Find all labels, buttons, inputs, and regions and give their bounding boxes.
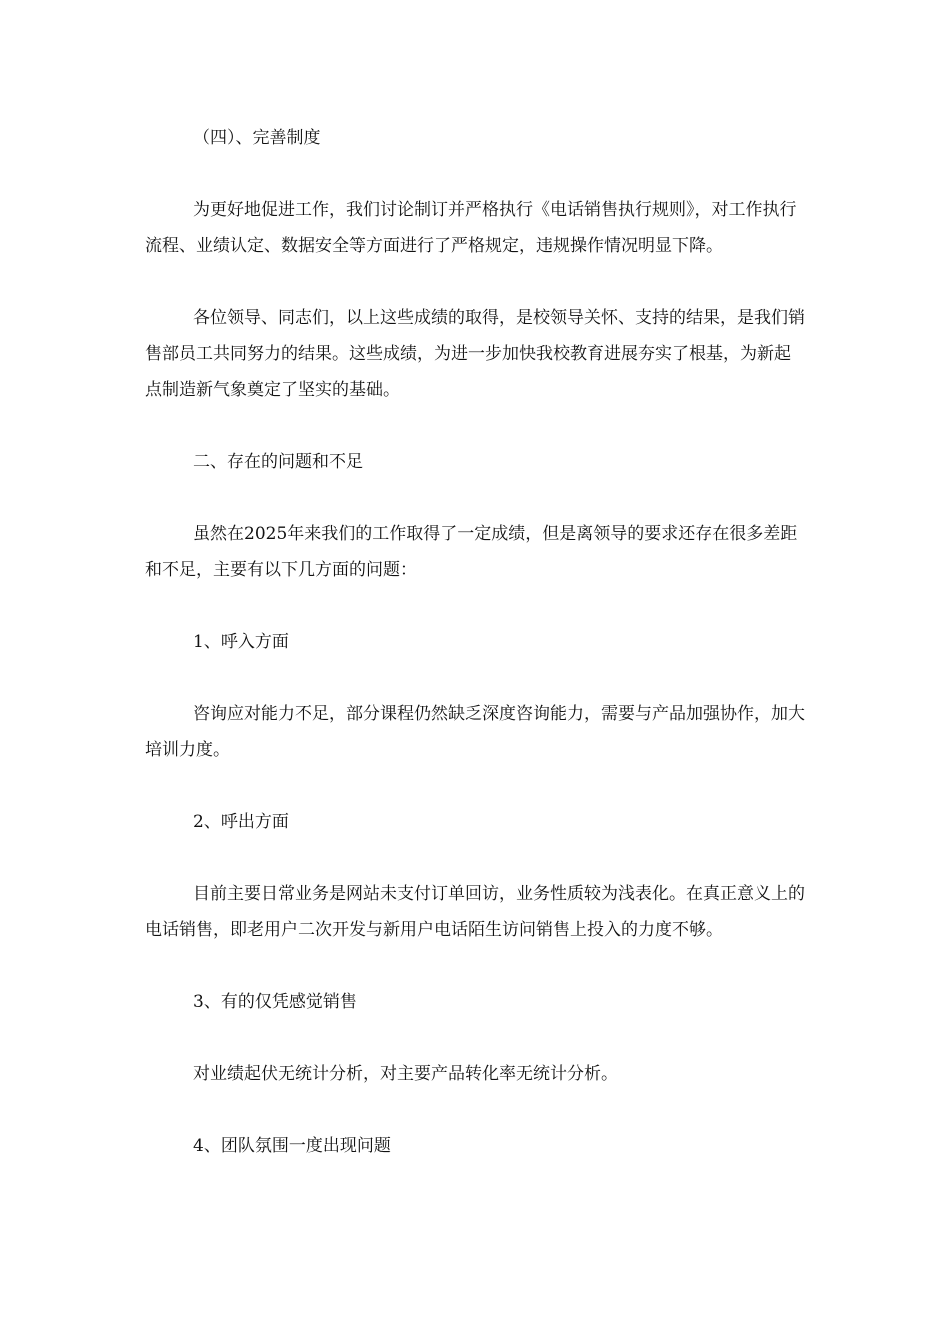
paragraph-outbound: 目前主要日常业务是网站未支付订单回访，业务性质较为浅表化。在真正意义上的电话销售，即老用户二次开发与新用户电话陌生访问销售上投入的力度不够。 [145, 884, 805, 940]
paragraph-feeling-sales: 对业绩起伏无统计分析，对主要产品转化率无统计分析。 [193, 1064, 618, 1084]
paragraph-problems-intro: 虽然在2025年来我们的工作取得了一定成绩，但是离领导的要求还存在很多差距和不足，主要有以下几方面的问题： [145, 524, 798, 580]
paragraph-inbound: 咨询应对能力不足，部分课程仍然缺乏深度咨询能力，需要与产品加强协作，加大培训力度。 [145, 704, 805, 760]
subheading-team-atmosphere: 4、团队氛围一度出现问题 [193, 1136, 391, 1156]
subheading-outbound: 2、呼出方面 [193, 812, 289, 832]
subheading-feeling-sales: 3、有的仅凭感觉销售 [193, 992, 357, 1012]
section-heading-problems: 二、存在的问题和不足 [193, 452, 363, 472]
paragraph-achievements: 各位领导、同志们，以上这些成绩的取得，是校领导关怀、支持的结果，是我们销售部员工共同努力的结果。这些成绩，为进一步加快我校教育进展夯实了根基，为新起点制造新气象奠定了坚实的基础。 [145, 308, 805, 400]
paragraph-rules: 为更好地促进工作，我们讨论制订并严格执行《电话销售执行规则》，对工作执行流程、业绩认定、数据安全等方面进行了严格规定，违规操作情况明显下降。 [145, 200, 797, 256]
document-page [145, 120, 805, 1164]
section-heading-perfect-system: （四）、完善制度 [193, 128, 321, 148]
subheading-inbound: 1、呼入方面 [193, 632, 289, 652]
